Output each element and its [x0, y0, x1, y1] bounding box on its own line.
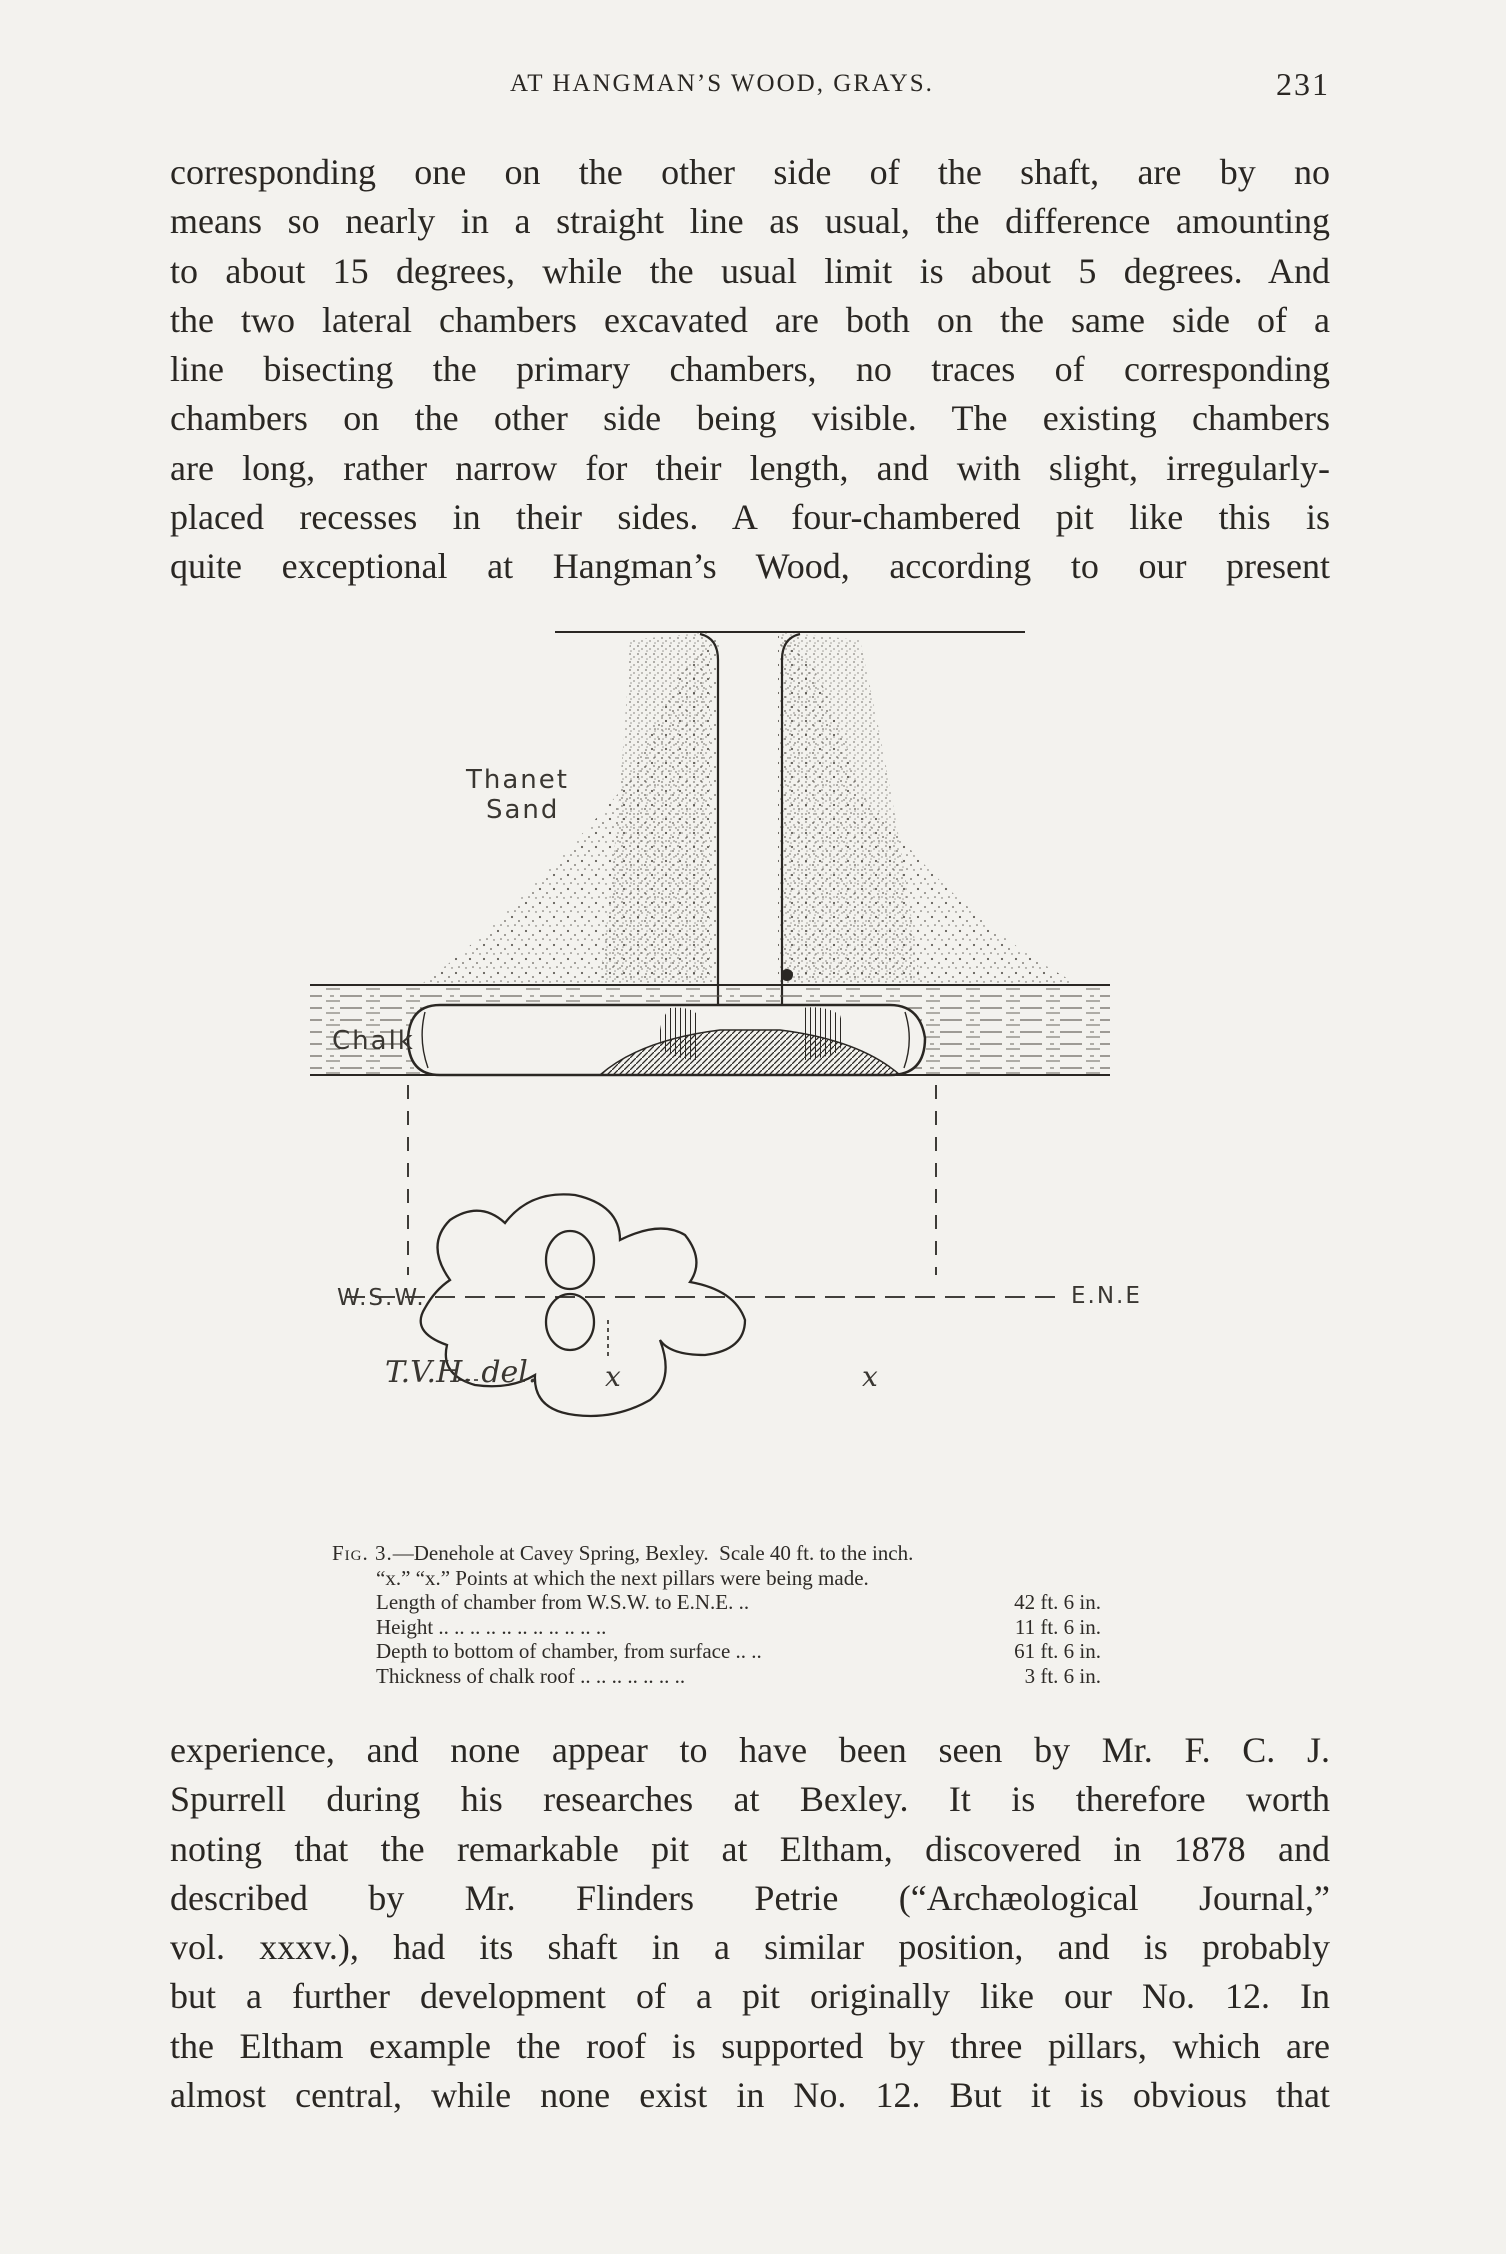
running-title: AT HANGMAN’S WOOD, GRAYS.	[510, 70, 934, 97]
text-line: to about 15 degrees, while the usual limit is about 5 degrees. And	[170, 250, 1330, 291]
dimension-row	[376, 1639, 1101, 1664]
dimension-value: 42 ft. 6 in.	[1014, 1590, 1101, 1614]
shaft-fill	[720, 634, 778, 1029]
dimension-label: Length of chamber from W.S.W. to E.N.E. ..	[376, 1590, 750, 1614]
plan-pillar-upper	[546, 1231, 594, 1289]
plan-pillar-lower	[546, 1294, 594, 1350]
paragraph-bottom	[170, 1726, 1330, 2120]
paragraph-top	[170, 148, 1330, 592]
shaft-marker	[781, 969, 793, 981]
label-x-right: x	[862, 1360, 878, 1393]
label-chalk: Chalk	[332, 1026, 415, 1056]
dimensions-table	[376, 1590, 1101, 1688]
label-wsw: W.S.W.	[337, 1285, 426, 1311]
text-line: noting that the remarkable pit at Eltham, discovered in 1878 and	[170, 1828, 1330, 1869]
text-line: the Eltham example the roof is supported by three pillars, which are	[170, 2025, 1330, 2066]
dimension-value: 61 ft. 6 in.	[1014, 1639, 1101, 1663]
label-ene: E.N.E	[1071, 1283, 1142, 1309]
caption-note: “x.” “x.” Points at which the next pillars were being made.	[376, 1565, 869, 1590]
caption-title-line	[332, 1541, 1160, 1566]
text-line: almost central, while none exist in No. 12. But it is obvious that	[170, 2075, 1330, 2116]
dimension-label: Thickness of chalk roof .. .. .. .. .. .. ..	[376, 1663, 686, 1688]
dimension-label: Depth to bottom of chamber, from surface .. ..	[376, 1639, 762, 1663]
text-line: chambers on the other side being visible. The existing chambers	[170, 398, 1330, 439]
text-line: experience, and none appear to have been seen by Mr. F. C. J.	[170, 1730, 1330, 1770]
caption-fig-number: Fig. 3.	[332, 1541, 393, 1565]
dimension-row	[376, 1664, 1101, 1689]
text-line: vol. xxxv.), had its shaft in a similar position, and is probably	[170, 1927, 1330, 1968]
label-thanet: Thanet	[466, 765, 569, 795]
label-sand: Sand	[486, 795, 560, 825]
dimension-row	[376, 1590, 1101, 1615]
sand-dense-right	[780, 632, 920, 980]
text-line: but a further development of a pit originally like our No. 12. In	[170, 1976, 1330, 2017]
text-line: the two lateral chambers excavated are both on the same side of a	[170, 299, 1330, 340]
page-number: 231	[1276, 66, 1330, 102]
text-line: means so nearly in a straight line as usual, the difference amounting	[170, 201, 1330, 242]
dimension-label: Height .. .. .. .. .. .. .. .. .. .. ..	[376, 1614, 607, 1639]
label-x-left: x	[605, 1360, 621, 1393]
label-signature: T.V.H. del.	[385, 1355, 538, 1390]
caption-title: —Denehole at Cavey Spring, Bexley.	[392, 1541, 709, 1565]
caption-scale: Scale 40 ft. to the inch.	[719, 1541, 914, 1565]
text-line: Spurrell during his researches at Bexley. It is therefore worth	[170, 1779, 1330, 1820]
text-line: are long, rather narrow for their length, and with slight, irregularly-	[170, 447, 1330, 488]
text-line: placed recesses in their sides. A four-chambered pit like this is	[170, 497, 1330, 538]
text-line: described by Mr. Flinders Petrie (“Archæological Journal,”	[170, 1877, 1330, 1918]
figure-caption	[330, 1541, 1160, 1688]
dimension-row	[376, 1615, 1101, 1640]
running-head	[170, 66, 1330, 110]
dimension-value: 11 ft. 6 in.	[1014, 1614, 1101, 1639]
text-line: line bisecting the primary chambers, no traces of corresponding	[170, 349, 1330, 390]
denehole-figure	[300, 620, 1200, 1520]
text-line: quite exceptional at Hangman’s Wood, according to our present	[170, 546, 1330, 587]
dimension-value: 3 ft. 6 in.	[1024, 1663, 1101, 1688]
text-line: corresponding one on the other side of the shaft, are by no	[170, 152, 1330, 192]
